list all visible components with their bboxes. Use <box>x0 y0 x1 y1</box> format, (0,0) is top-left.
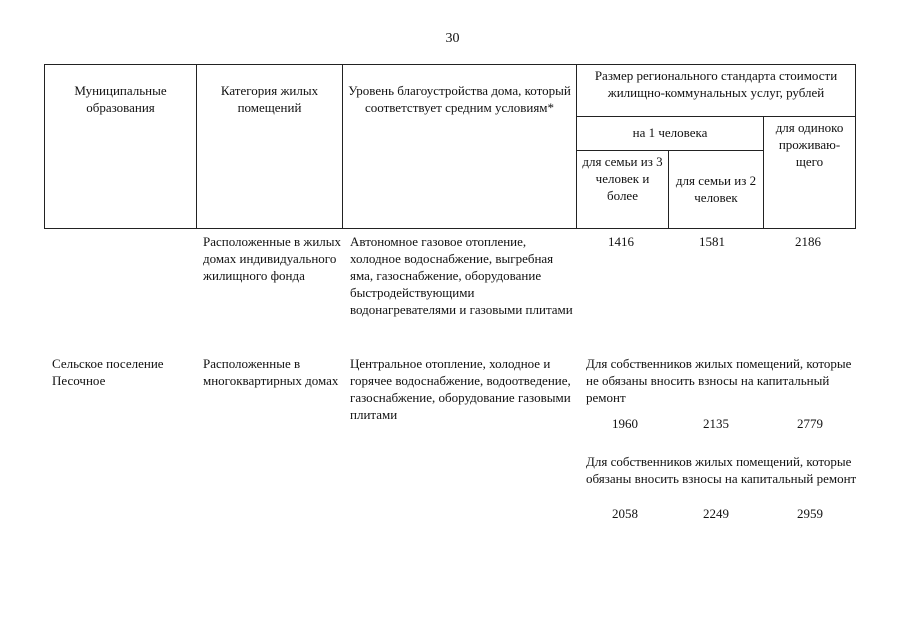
row2-municipality: Сельское поселение Песочное <box>52 356 164 388</box>
row2-group2-value-single: 2959 <box>797 506 823 521</box>
header-municipality: Муниципальные образования <box>45 65 197 229</box>
table-header <box>44 64 856 229</box>
row2-group1-value-single: 2779 <box>797 416 823 431</box>
header-level: Уровень благоустройства дома, который соответствует средним условиям* <box>343 65 577 229</box>
row2-group1-value-family3: 1960 <box>612 416 638 431</box>
header-family-3: для семьи из 3 человек и более <box>577 151 669 229</box>
row2-note-2: Для собственников жилых помещений, которые обязаны вносить взносы на капитальный ремонт <box>586 454 857 486</box>
page-number: 30 <box>445 31 460 46</box>
row2-category: Расположенные в многоквартирных домах <box>203 356 339 388</box>
header-category: Категория жилых помещений <box>197 65 343 229</box>
row2-group2-value-family2: 2249 <box>703 506 729 521</box>
header-standard: Размер регионального стандарта стоимости жилищно-коммунальных услуг, рублей <box>577 65 856 117</box>
row1-value-single: 2186 <box>795 234 821 249</box>
row1-value-family3: 1416 <box>608 234 634 249</box>
row1-level: Автономное газовое отопление, холодное водоснабжение, выгребная яма, газоснабжение, оборудование быстродействующими водонагревателями и газовыми плитами <box>350 234 573 317</box>
row1-category: Расположенные в жилых домах индивидуального жилищного фонда <box>203 234 342 283</box>
row1-value-family2: 1581 <box>699 234 725 249</box>
header-family-2: для семьи из 2 человек <box>669 151 764 229</box>
header-single: для одиноко проживаю-щего <box>764 117 856 229</box>
header-per-person: на 1 человека <box>577 117 764 151</box>
row2-group1-value-family2: 2135 <box>703 416 729 431</box>
row2-group2-value-family3: 2058 <box>612 506 638 521</box>
row2-level: Центральное отопление, холодное и горячее водоснабжение, водоотведение, газоснабжение, оборудование газовыми плитами <box>350 356 571 422</box>
row2-note-1: Для собственников жилых помещений, которые не обязаны вносить взносы на капитальный ремонт <box>586 356 852 405</box>
